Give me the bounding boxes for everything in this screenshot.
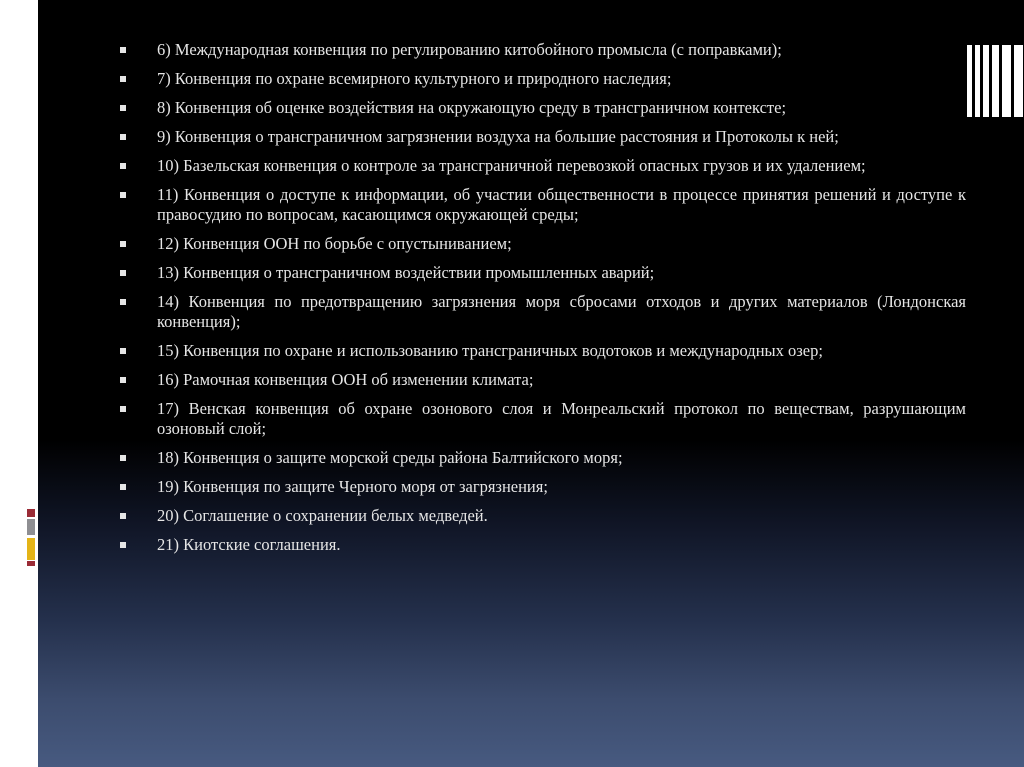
list-item-text: 8) Конвенция об оценке воздействия на окружающую среду в трансграничном контексте; <box>157 98 787 117</box>
list-item-text: 21) Киотские соглашения. <box>157 535 341 554</box>
stripe <box>1014 45 1023 117</box>
decorative-stripes <box>967 45 1023 117</box>
list-item <box>100 234 966 254</box>
bullet-icon <box>120 406 126 412</box>
list-item <box>100 448 966 468</box>
bullet-icon <box>120 76 126 82</box>
list-item-text: 6) Международная конвенция по регулированию китобойного промысла (с поправками); <box>157 40 782 59</box>
bullet-icon <box>120 163 126 169</box>
list-item-text: 10) Базельская конвенция о контроле за трансграничной перевозкой опасных грузов и их удалением; <box>157 156 866 175</box>
stripe <box>967 45 972 117</box>
list-item-text: 17) Венская конвенция об охране озонового слоя и Монреальский протокол по веществам, разрушающим озоновый слой; <box>157 399 966 438</box>
list-item <box>100 127 966 147</box>
list-item <box>100 263 966 283</box>
list-item <box>100 370 966 390</box>
accent-bar-grey <box>27 519 35 535</box>
list-item-text: 9) Конвенция о трансграничном загрязнении воздуха на большие расстояния и Протоколы к ней; <box>157 127 839 146</box>
bullet-icon <box>120 455 126 461</box>
list-item <box>100 40 966 60</box>
list-item-text: 20) Соглашение о сохранении белых медведей. <box>157 506 488 525</box>
bullet-icon <box>120 513 126 519</box>
list-item <box>100 156 966 176</box>
accent-bar-red-top <box>27 509 35 517</box>
list-item-text: 11) Конвенция о доступе к информации, об участии общественности в процессе принятия решений и доступе к правосудию по вопросам, касающимся окружающей среды; <box>157 185 966 224</box>
stripe <box>975 45 980 117</box>
bullet-icon <box>120 299 126 305</box>
stripe <box>992 45 999 117</box>
bullet-icon <box>120 134 126 140</box>
bullet-icon <box>120 484 126 490</box>
bullet-icon <box>120 348 126 354</box>
bullet-icon <box>120 241 126 247</box>
list-item <box>100 185 966 225</box>
list-item <box>100 98 966 118</box>
stripe <box>1002 45 1011 117</box>
convention-list <box>100 40 966 564</box>
list-item-text: 13) Конвенция о трансграничном воздействии промышленных аварий; <box>157 263 655 282</box>
list-item-text: 7) Конвенция по охране всемирного культурного и природного наследия; <box>157 69 672 88</box>
list-item-text: 14) Конвенция по предотвращению загрязнения моря сбросами отходов и других материалов (Лондонская конвенция); <box>157 292 966 331</box>
bullet-icon <box>120 542 126 548</box>
list-item <box>100 69 966 89</box>
list-item <box>100 341 966 361</box>
list-item <box>100 506 966 526</box>
bullet-icon <box>120 105 126 111</box>
accent-bar-yellow <box>27 538 35 560</box>
list-item-text: 19) Конвенция по защите Черного моря от загрязнения; <box>157 477 548 496</box>
list-item <box>100 535 966 555</box>
list-item-text: 15) Конвенция по охране и использованию трансграничных водотоков и международных озер; <box>157 341 823 360</box>
bullet-icon <box>120 377 126 383</box>
bullet-icon <box>120 192 126 198</box>
stripe <box>983 45 989 117</box>
list-item <box>100 399 966 439</box>
list-item-text: 16) Рамочная конвенция ООН об изменении климата; <box>157 370 534 389</box>
list-item <box>100 477 966 497</box>
list-item-text: 12) Конвенция ООН по борьбе с опустыниванием; <box>157 234 512 253</box>
accent-bar-red-bottom <box>27 561 35 566</box>
list-item-text: 18) Конвенция о защите морской среды района Балтийского моря; <box>157 448 623 467</box>
list-item <box>100 292 966 332</box>
bullet-icon <box>120 47 126 53</box>
bullet-icon <box>120 270 126 276</box>
